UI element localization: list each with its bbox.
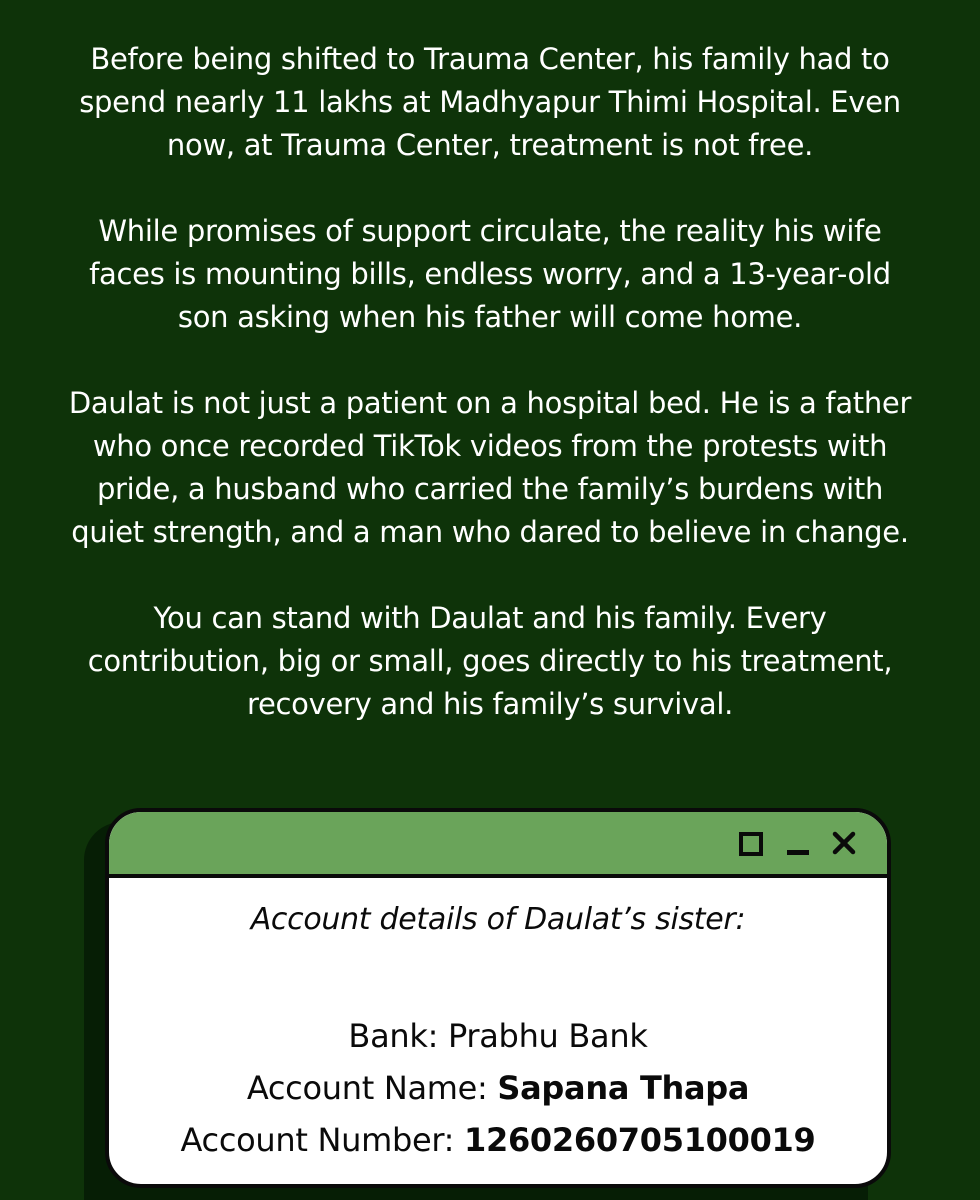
account-name-row (109, 1062, 887, 1114)
account-name-label: Account Name: (246, 1069, 498, 1107)
story-text (60, 38, 920, 769)
account-details-list (109, 1010, 887, 1166)
minimize-button[interactable] (785, 826, 815, 860)
account-name-value: Sapana Thapa (497, 1069, 750, 1107)
window-titlebar (109, 812, 887, 878)
account-details-window (105, 808, 891, 1188)
close-button[interactable] (831, 826, 861, 860)
paragraph-about-daulat: Daulat is not just a patient on a hospital bed. He is a father who once recorded TikTok videos from the protests with pride, a husband who carried the family’s burdens with quiet strength, and a man who dared to believe in change. (68, 386, 912, 549)
account-number-row (109, 1114, 887, 1166)
bank-row (109, 1010, 887, 1062)
maximize-icon (739, 832, 763, 856)
bank-value: Prabhu Bank (447, 1017, 648, 1055)
window-body (109, 898, 887, 1166)
minimize-icon (787, 850, 809, 855)
bank-label: Bank: (348, 1017, 448, 1055)
paragraph-call-to-action: You can stand with Daulat and his family. Every contribution, big or small, goes directly to his treatment, recovery and his family’s survival. (87, 601, 893, 721)
paragraph-treatment-cost: Before being shifted to Trauma Center, his family had to spend nearly 11 lakhs at Madhyapur Thimi Hospital. Even now, at Trauma Center, treatment is not free. (79, 42, 901, 162)
paragraph-family-reality: While promises of support circulate, the reality his wife faces is mounting bills, endless worry, and a 13-year-old son asking when his father will come home. (89, 214, 891, 334)
maximize-button[interactable] (735, 826, 765, 860)
close-icon (831, 826, 859, 860)
account-details-heading: Account details of Daulat’s sister: (250, 902, 746, 937)
account-number-label: Account Number: (180, 1121, 465, 1159)
account-number-value: 1260260705100019 (464, 1121, 816, 1159)
